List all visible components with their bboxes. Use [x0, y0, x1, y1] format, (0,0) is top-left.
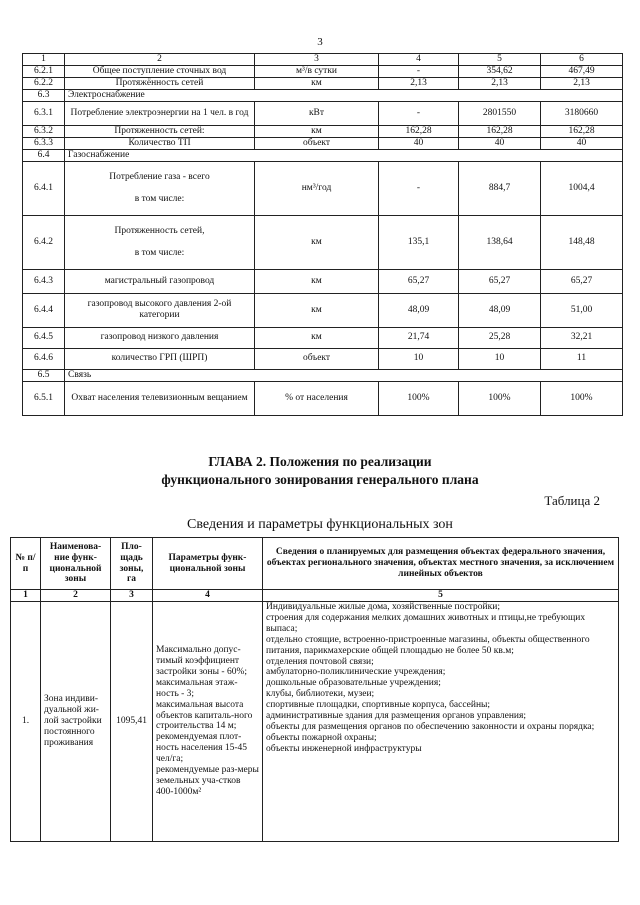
indicator-name: Потребление электроэнергии на 1 чел. в год [65, 101, 255, 125]
value-current: - [379, 161, 459, 215]
row-number: 6.4.2 [23, 215, 65, 269]
value-estimated: 32,21 [541, 327, 623, 348]
object-line: Индивидуальные жилые дома, хозяйственные постройки; [266, 601, 500, 612]
param-line: максимальная этаж-ность - 3; [156, 677, 238, 699]
object-line: дошкольные образовательные учреждения; [266, 678, 441, 689]
indicator-name: количество ГРП (ШРП) [65, 348, 255, 369]
param-line: максимальная высота объектов капиталь-ного строительства 14 м; [156, 699, 253, 732]
value-current: 65,27 [379, 269, 459, 293]
object-line: объекты инженерной инфраструктуры [266, 743, 422, 754]
unit: объект [255, 348, 379, 369]
object-line: отделения почтовой связи; [266, 656, 374, 667]
chapter-title-line1: ГЛАВА 2. Положения по реализации [208, 454, 432, 469]
indicator-name: Протяженность сетей: [65, 125, 255, 137]
object-line: административные здания для размещения органов управления; [266, 711, 527, 722]
indicator-name: Охват населения телевизионным вещанием [65, 381, 255, 415]
indicator-name: магистральный газопровод [65, 269, 255, 293]
column-number: 3 [255, 54, 379, 66]
table-row [23, 269, 623, 293]
value-estimated: 162,28 [541, 125, 623, 137]
value-estimated: 11 [541, 348, 623, 369]
value-estimated: 100% [541, 381, 623, 415]
value-first-stage: 100% [459, 381, 541, 415]
zone-params [153, 601, 263, 841]
table-row [23, 65, 623, 77]
table-row [23, 125, 623, 137]
table-row [11, 601, 619, 841]
value-current: 135,1 [379, 215, 459, 269]
unit: км [255, 327, 379, 348]
infrastructure-table [22, 53, 623, 416]
header-objects: Сведения о планируемых для размещения объектах федерального значения, объектах регионального значения, объектах местного значения, за исключением линейных объектов [263, 538, 619, 590]
section-name: Электроснабжение [65, 89, 623, 101]
unit: объект [255, 137, 379, 149]
row-number: 6.3.1 [23, 101, 65, 125]
table-row [23, 101, 623, 125]
header-area: Пло-щадь зоны, га [111, 538, 153, 590]
table2-title: Сведения и параметры функциональных зон [187, 517, 453, 532]
value-current: 10 [379, 348, 459, 369]
unit: % от населения [255, 381, 379, 415]
header-zone-name: Наименова-ние функ-циональной зоны [41, 538, 111, 590]
column-number: 1 [23, 54, 65, 66]
col-number: 5 [263, 590, 619, 602]
value-first-stage: 138,64 [459, 215, 541, 269]
col-number: 2 [41, 590, 111, 602]
value-current: 48,09 [379, 293, 459, 327]
value-estimated: 40 [541, 137, 623, 149]
indicator-name: Протяжённость сетей [65, 77, 255, 89]
object-line: спортивные площадки, спортивные корпуса, бассейны; [266, 700, 491, 711]
row-number: 6.2.1 [23, 65, 65, 77]
unit: кВт [255, 101, 379, 125]
page-number: 3 [317, 36, 323, 48]
value-estimated: 65,27 [541, 269, 623, 293]
indicator-name: Потребление газа - всего в том числе: [65, 161, 255, 215]
value-current: 2,13 [379, 77, 459, 89]
indicator-name: Количество ТП [65, 137, 255, 149]
value-first-stage: 2,13 [459, 77, 541, 89]
value-first-stage: 40 [459, 137, 541, 149]
row-number: 6.4.4 [23, 293, 65, 327]
row-number: 6.5 [23, 369, 65, 381]
indicator-name: газопровод высокого давления 2-ой категории [65, 293, 255, 327]
value-estimated: 1004,4 [541, 161, 623, 215]
column-number: 5 [459, 54, 541, 66]
column-number: 4 [379, 54, 459, 66]
row-num: 1. [11, 601, 41, 841]
object-line: клубы, библиотеки, музеи; [266, 689, 375, 700]
value-estimated: 148,48 [541, 215, 623, 269]
header-params: Параметры функ-циональной зоны [153, 538, 263, 590]
col-number: 1 [11, 590, 41, 602]
col-number: 3 [111, 590, 153, 602]
value-first-stage: 25,28 [459, 327, 541, 348]
indicator-name: Общее поступление сточных вод [65, 65, 255, 77]
section-name: Связь [65, 369, 623, 381]
value-estimated: 2,13 [541, 77, 623, 89]
value-current: 162,28 [379, 125, 459, 137]
value-first-stage: 2801550 [459, 101, 541, 125]
header-num: № п/п [11, 538, 41, 590]
column-number: 2 [65, 54, 255, 66]
value-first-stage: 884,7 [459, 161, 541, 215]
row-number: 6.3.2 [23, 125, 65, 137]
object-line: амбулаторно-поликлинические учреждения; [266, 667, 446, 678]
table-row [23, 215, 623, 269]
value-first-stage: 162,28 [459, 125, 541, 137]
table-label: Таблица 2 [544, 493, 600, 508]
section-row [23, 89, 623, 101]
object-line: строения для содержания мелких домашних животных и птицы,не требующих выпаса; [266, 612, 586, 634]
column-number: 6 [541, 54, 623, 66]
col-number: 4 [153, 590, 263, 602]
value-current: 100% [379, 381, 459, 415]
row-number: 6.5.1 [23, 381, 65, 415]
value-first-stage: 48,09 [459, 293, 541, 327]
value-current: 40 [379, 137, 459, 149]
object-line: отдельно стоящие, встроенно-пристроенные магазины, объекты общественного питания, парикмахерские общей площадью не более 50 кв.м; [266, 634, 590, 656]
object-line: объекты пожарной охраны; [266, 732, 377, 743]
section-row [23, 149, 623, 161]
row-number: 6.4 [23, 149, 65, 161]
row-number: 6.4.3 [23, 269, 65, 293]
row-number: 6.3 [23, 89, 65, 101]
table-row [23, 327, 623, 348]
row-number: 6.3.3 [23, 137, 65, 149]
unit: км [255, 269, 379, 293]
zone-objects [263, 601, 619, 841]
row-number: 6.4.5 [23, 327, 65, 348]
zone-area: 1095,41 [111, 601, 153, 841]
table-header-row [23, 54, 623, 66]
indicator-name: Протяженность сетей, в том числе: [65, 215, 255, 269]
value-first-stage: 354,62 [459, 65, 541, 77]
table-row [23, 293, 623, 327]
param-line: рекомендуемая плот-ность населения 15-45 чел/га; [156, 732, 248, 765]
row-number: 6.4.6 [23, 348, 65, 369]
zone-name: Зона индиви-дуальной жи-лой застройки постоянного проживания [41, 601, 111, 841]
table-row [23, 348, 623, 369]
row-number: 6.4.1 [23, 161, 65, 215]
row-number: 6.2.2 [23, 77, 65, 89]
table-row [23, 381, 623, 415]
unit: нм³/год [255, 161, 379, 215]
value-estimated: 3180660 [541, 101, 623, 125]
functional-zones-table [10, 537, 619, 842]
unit: км [255, 125, 379, 137]
table-row [23, 137, 623, 149]
value-first-stage: 10 [459, 348, 541, 369]
value-current: 21,74 [379, 327, 459, 348]
indicator-name: газопровод низкого давления [65, 327, 255, 348]
chapter-title-line2: функционального зонирования генерального плана [161, 472, 479, 487]
value-estimated: 51,00 [541, 293, 623, 327]
table-row [23, 161, 623, 215]
value-first-stage: 65,27 [459, 269, 541, 293]
section-name: Газоснабжение [65, 149, 623, 161]
value-current: - [379, 65, 459, 77]
unit: км [255, 293, 379, 327]
unit: км [255, 77, 379, 89]
unit: м³/в сутки [255, 65, 379, 77]
param-line: рекомендуемые раз-меры земельных уча-стков 400-1000м² [156, 765, 259, 797]
object-line: объекты для размещения органов по обеспечению законности и охраны порядка; [266, 722, 595, 733]
table-row [23, 77, 623, 89]
unit: км [255, 215, 379, 269]
value-estimated: 467,49 [541, 65, 623, 77]
value-current: - [379, 101, 459, 125]
section-row [23, 369, 623, 381]
param-line: Максимально допус-тимый коэффициент застройки зоны - 60%; [156, 644, 247, 677]
